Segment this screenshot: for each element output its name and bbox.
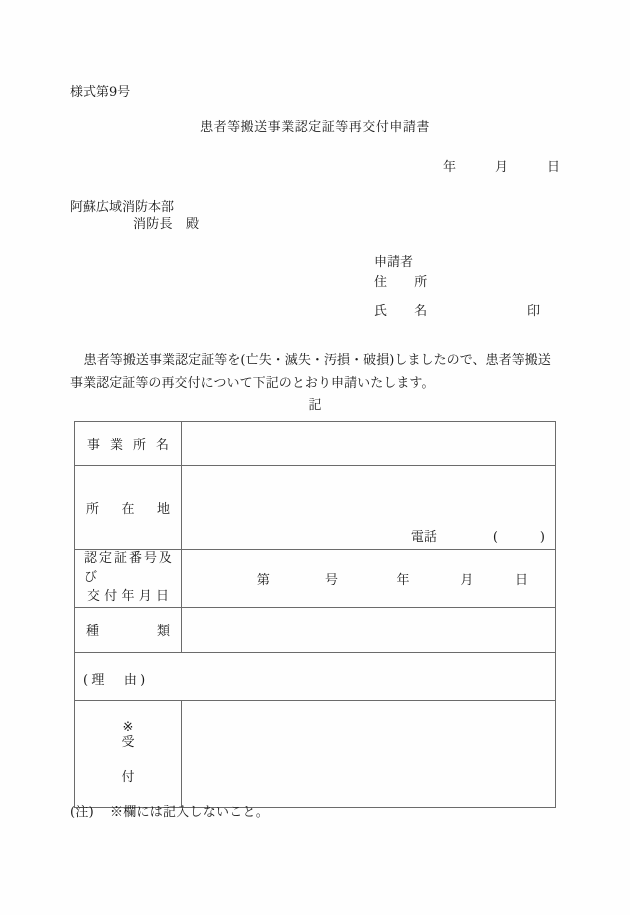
addressee-role: 消防長 殿 — [133, 217, 200, 232]
table-row — [75, 550, 556, 608]
cert-dai-label: 第 — [256, 572, 270, 588]
field-cert-number-and-date[interactable] — [182, 550, 556, 608]
field-receipt[interactable] — [182, 700, 556, 807]
footnote-text: ※欄には記入しないこと。 — [109, 805, 270, 820]
field-reason[interactable] — [75, 652, 556, 700]
table-row — [75, 466, 556, 550]
seal-mark: 印 — [527, 304, 541, 319]
addressee-organization: 阿蘇広域消防本部 — [70, 200, 175, 215]
cert-gou-label: 号 — [325, 572, 339, 588]
table-row — [75, 700, 556, 807]
footnote-prefix: (注) — [70, 805, 94, 820]
date-line: 年 月 日 — [442, 160, 560, 175]
field-type[interactable] — [182, 607, 556, 652]
label-location — [75, 466, 182, 550]
telephone-paren-open: ( — [492, 530, 498, 545]
ki-mark: 記 — [308, 398, 322, 413]
page-title: 患者等搬送事業認定証等再交付申請書 — [200, 120, 430, 135]
form-number: 様式第9号 — [70, 85, 131, 100]
label-type — [75, 607, 182, 652]
label-type-text: 種 類 — [86, 624, 170, 640]
body-paragraph: 患者等搬送事業認定証等を(亡失・滅失・汚損・破損)しましたので、患者等搬送事業認定証等の再交付について下記のとおり申請いたします。 — [70, 353, 551, 392]
label-cert-number-and-date — [75, 550, 182, 608]
label-cert-number-line1: 認定証番号及び — [84, 551, 172, 585]
receipt-char2: 付 — [121, 770, 135, 785]
cert-nichi-label: 日 — [514, 572, 528, 588]
cert-getsu-label: 月 — [460, 572, 474, 588]
label-reason: (理 由) — [83, 673, 149, 689]
field-location[interactable] — [182, 466, 556, 550]
cert-number-field-row — [182, 569, 555, 588]
receipt-char1: 受 — [121, 735, 135, 751]
label-cert-number-line2: 交 付 年 月 日 — [87, 588, 169, 604]
applicant-label: 申請者 — [374, 255, 414, 270]
receipt-mark: ※ — [122, 720, 134, 736]
applicant-address-label: 住 所 — [374, 275, 435, 290]
applicant-name-label: 氏 名 — [374, 304, 435, 319]
label-receipt — [75, 700, 182, 807]
footnote — [70, 806, 269, 819]
telephone-field — [411, 526, 545, 545]
label-receipt-stack — [75, 721, 181, 786]
label-location-text: 所 在 地 — [86, 502, 170, 517]
field-business-name[interactable] — [182, 422, 556, 466]
telephone-label: 電話 — [410, 530, 437, 545]
label-business-name — [75, 422, 182, 466]
cert-nen-label: 年 — [396, 572, 410, 588]
label-business-name-text: 事 業 所 名 — [87, 438, 169, 453]
table-row — [75, 422, 556, 466]
table-row — [75, 652, 556, 700]
telephone-paren-close: ) — [539, 530, 545, 545]
table-row — [75, 607, 556, 652]
application-table — [74, 421, 556, 808]
